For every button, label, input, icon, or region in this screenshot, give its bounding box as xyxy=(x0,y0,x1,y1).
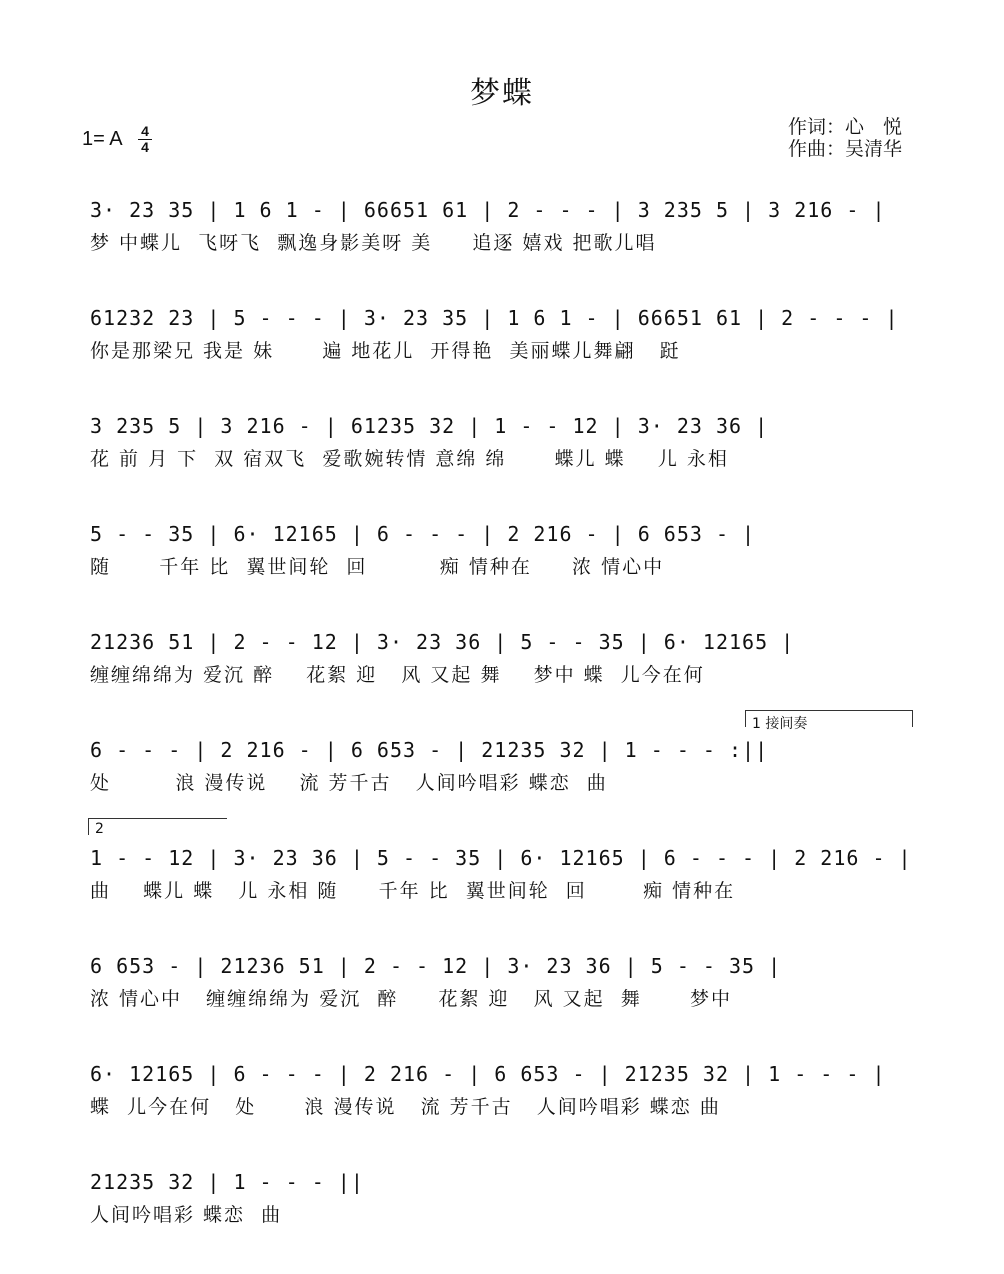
credits xyxy=(788,116,902,160)
composer-credit: 作曲：吴清华 xyxy=(788,138,903,160)
score-system xyxy=(0,1062,1004,1152)
notation-line: 21235 32 | 1 - - - || xyxy=(90,1170,364,1194)
lyrics-line: 浓 情心中 缠缠绵绵为 爱沉 醉 花絮 迎 风 又起 舞 梦中 xyxy=(90,988,732,1010)
notation-line: 3 235 5 | 3 216 - | 61235 32 | 1 - - 12 | 3· 23 36 | xyxy=(90,414,769,438)
score-system xyxy=(0,846,1004,936)
notation-line: 6 653 - | 21236 51 | 2 - - 12 | 3· 23 36 | 5 - - 35 | xyxy=(90,954,782,978)
score-system xyxy=(0,414,1004,504)
score-system xyxy=(0,522,1004,612)
lyrics-line: 花 前 月 下 双 宿双飞 爱歌婉转情 意绵 绵 蝶儿 蝶 儿 永相 xyxy=(90,448,729,470)
notation-line: 5 - - 35 | 6· 12165 | 6 - - - | 2 216 - | 6 653 - | xyxy=(90,522,756,546)
notation-line: 61232 23 | 5 - - - | 3· 23 35 | 1 6 1 - | 66651 61 | 2 - - - | xyxy=(90,306,899,330)
notation-line: 6· 12165 | 6 - - - | 2 216 - | 6 653 - | 21235 32 | 1 - - - | xyxy=(90,1062,886,1086)
score-system xyxy=(0,630,1004,720)
notation-line: 1 - - 12 | 3· 23 36 | 5 - - 35 | 6· 12165 | 6 - - - | 2 216 - | xyxy=(90,846,912,870)
score-system xyxy=(0,1170,1004,1260)
lyrics-line: 缠缠绵绵为 爱沉 醉 花絮 迎 风 又起 舞 梦中 蝶 儿今在何 xyxy=(90,664,705,686)
lyricist-credit: 作词：心 悦 xyxy=(788,116,903,138)
score-system xyxy=(0,198,1004,288)
score-system xyxy=(0,738,1004,828)
notation-line: 3· 23 35 | 1 6 1 - | 66651 61 | 2 - - - | 3 235 5 | 3 216 - | xyxy=(90,198,886,222)
meter-top: 4 xyxy=(141,123,149,139)
key-signature: 1= A xyxy=(82,128,123,150)
score-system xyxy=(0,954,1004,1044)
first-ending-label: 接间奏 xyxy=(765,716,808,732)
time-signature xyxy=(138,124,152,155)
lyrics-line: 曲 蝶儿 蝶 儿 永相 随 千年 比 翼世间轮 回 痴 情种在 xyxy=(90,880,736,902)
lyrics-line: 处 浪 漫传说 流 芳千古 人间吟唱彩 蝶恋 曲 xyxy=(90,772,608,794)
song-title: 梦蝶 xyxy=(470,76,534,111)
lyrics-line: 你是那梁兄 我是 妹 遍 地花儿 开得艳 美丽蝶儿舞翩 跹 xyxy=(90,340,681,362)
first-ending-number: 1 xyxy=(752,716,761,732)
lyrics-line: 蝶 儿今在何 处 浪 漫传说 流 芳千古 人间吟唱彩 蝶恋 曲 xyxy=(90,1096,721,1118)
lyrics-line: 梦 中蝶儿 飞呀飞 飘逸身影美呀 美 追逐 嬉戏 把歌儿唱 xyxy=(90,232,657,254)
second-ending-number: 2 xyxy=(95,821,104,837)
meter-bottom: 4 xyxy=(141,139,149,155)
lyrics-line: 人间吟唱彩 蝶恋 曲 xyxy=(90,1204,283,1226)
lyrics-line: 随 千年 比 翼世间轮 回 痴 情种在 浓 情心中 xyxy=(90,556,665,578)
score-system xyxy=(0,306,1004,396)
notation-line: 6 - - - | 2 216 - | 6 653 - | 21235 32 | 1 - - - :|| xyxy=(90,738,769,762)
notation-line: 21236 51 | 2 - - 12 | 3· 23 36 | 5 - - 35 | 6· 12165 | xyxy=(90,630,795,654)
